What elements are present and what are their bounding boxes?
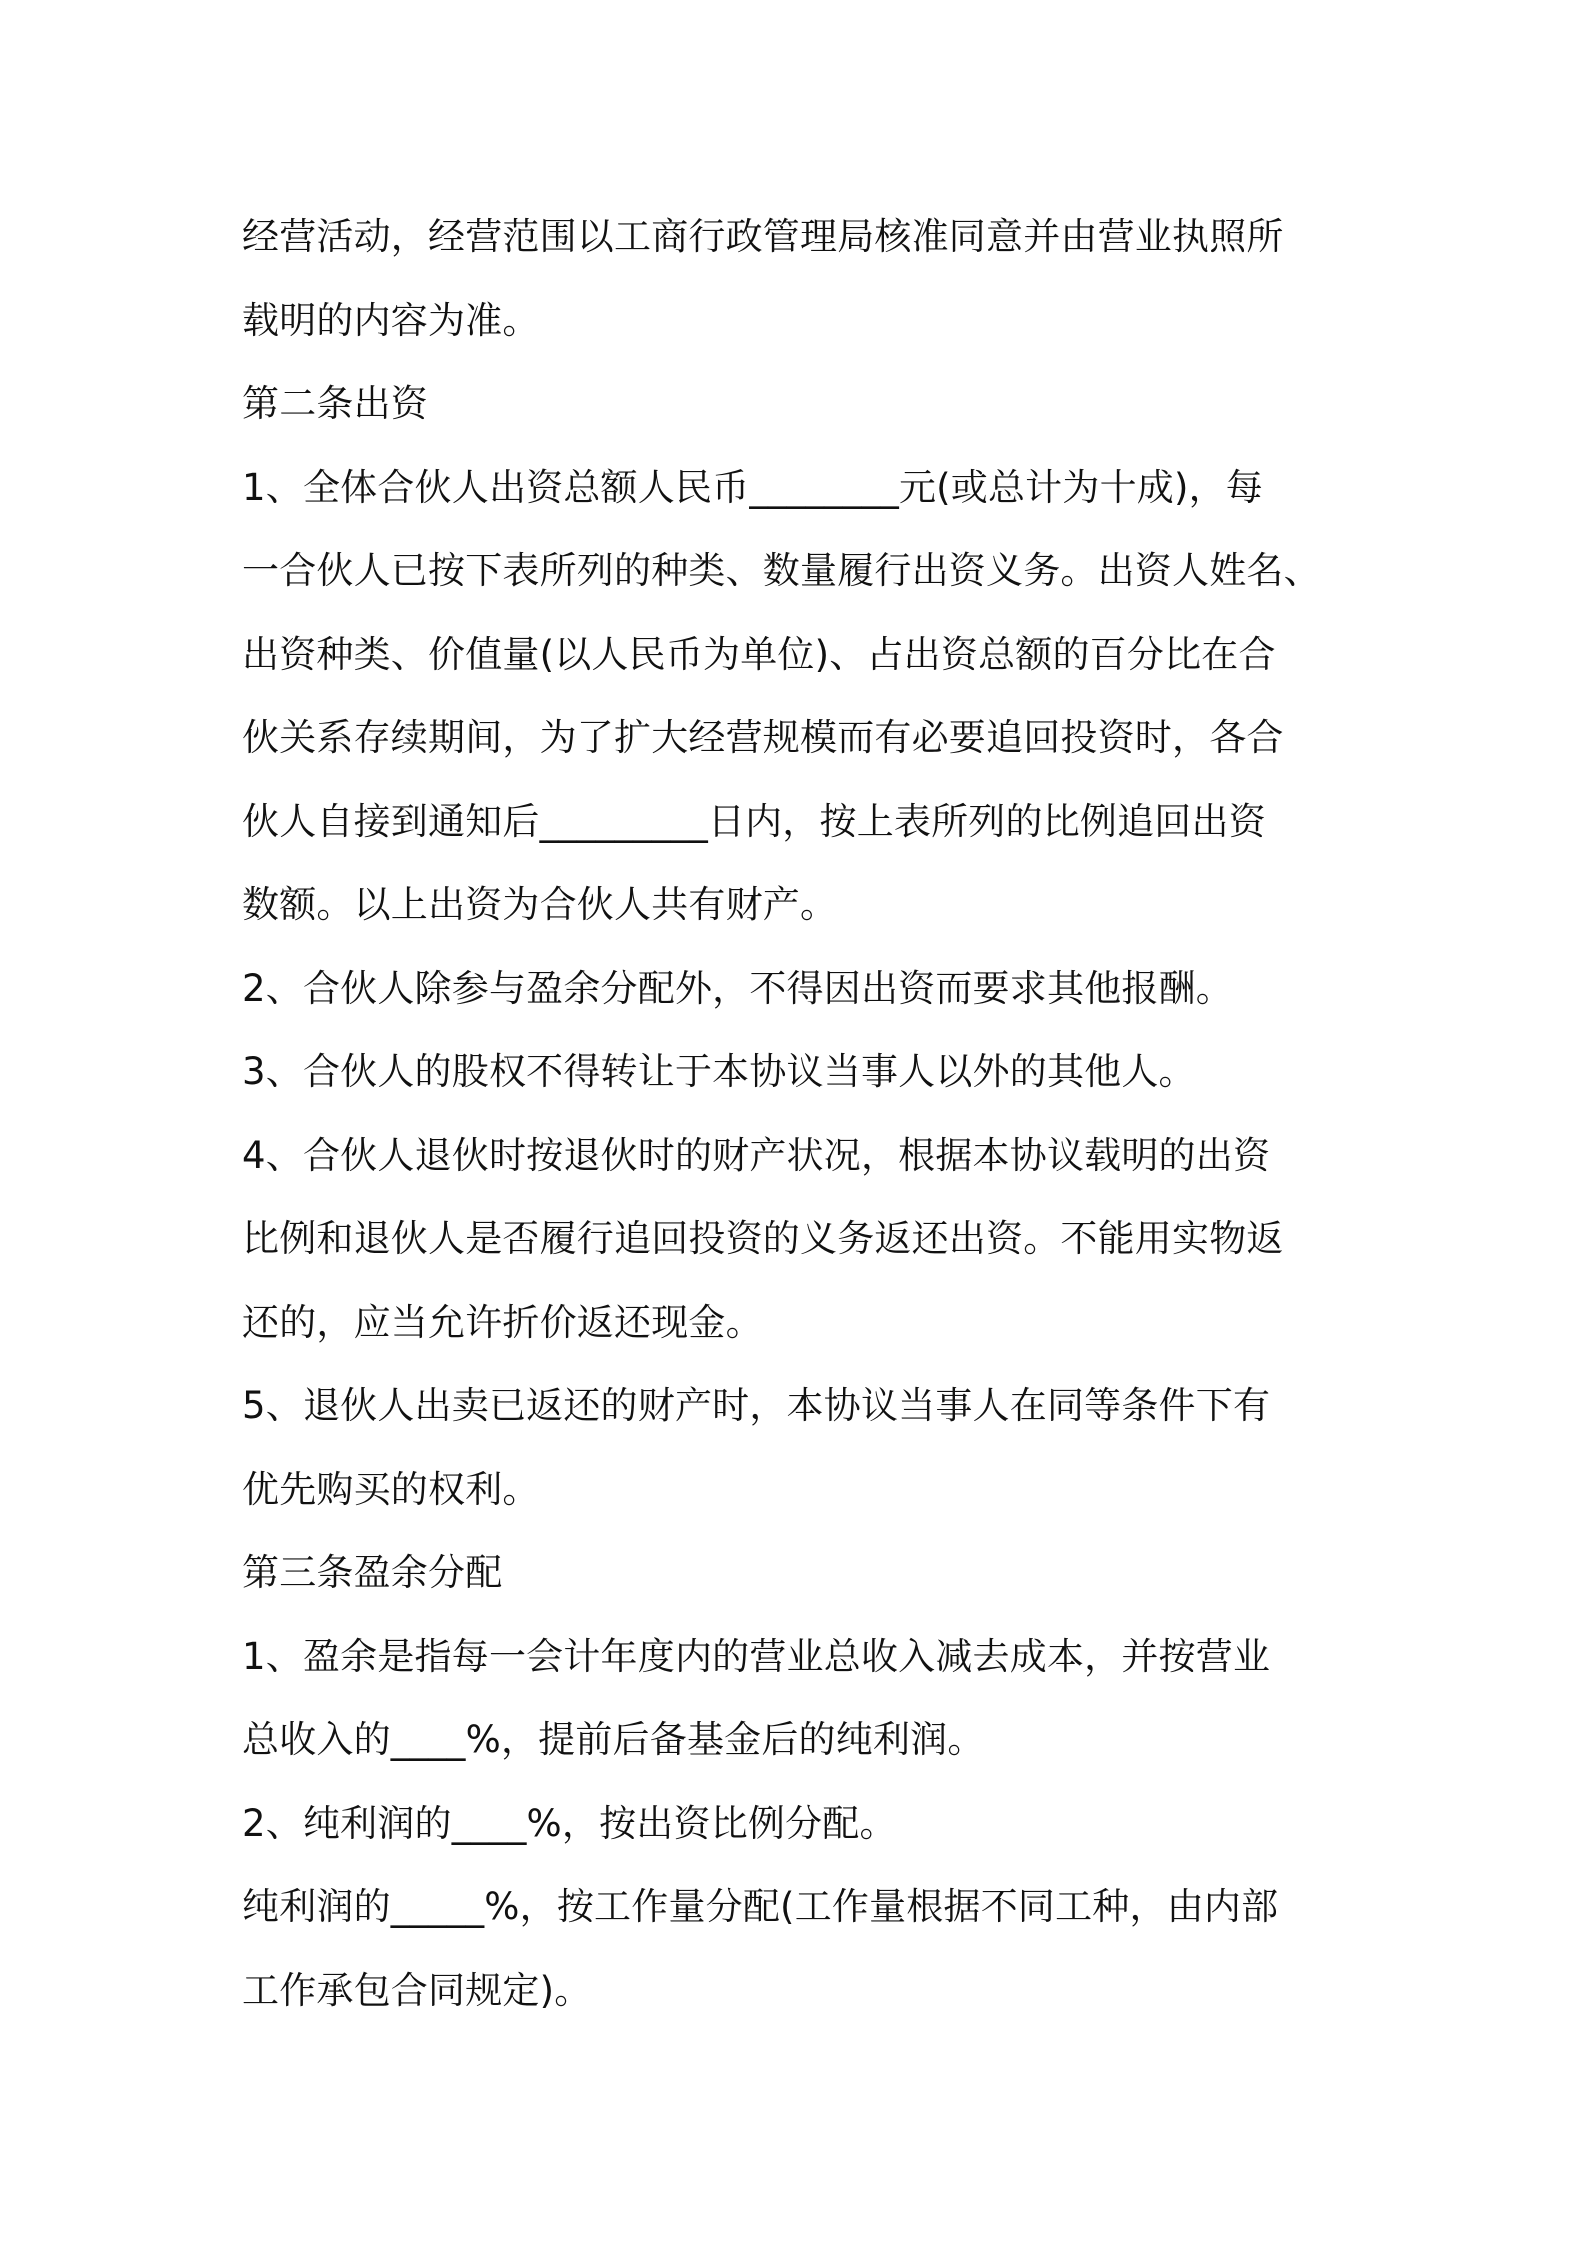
text-line-21: 纯利润的_____%，按工作量分配(工作量根据不同工种，由内部 xyxy=(242,1885,1279,1928)
text-line-14: 还的，应当允许折价返还现金。 xyxy=(242,1300,763,1344)
text-line-13: 比例和退伙人是否履行追回投资的义务返还出资。不能用实物返 xyxy=(242,1217,1284,1260)
text-line-10: 2、合伙人除参与盈余分配外，不得因出资而要求其他报酬。 xyxy=(242,966,1233,1010)
document-body xyxy=(242,195,1357,2032)
text-line-2: 载明的内容为准。 xyxy=(242,298,540,342)
text-line-6: 出资种类、价值量(以人民币为单位)、占出资总额的百分比在合 xyxy=(242,632,1276,676)
text-line-16: 优先购买的权利。 xyxy=(242,1467,540,1511)
text-line-15: 5、退伙人出卖已返还的财产时，本协议当事人在同等条件下有 xyxy=(242,1384,1271,1427)
text-line-8: 伙人自接到通知后_________日内，按上表所列的比例追回出资 xyxy=(242,799,1266,843)
text-line-22: 工作承包合同规定)。 xyxy=(242,1968,592,2012)
text-line-19: 总收入的____%，提前后备基金后的纯利润。 xyxy=(242,1718,985,1761)
text-line-18: 1、盈余是指每一会计年度内的营业总收入减去成本，并按营业 xyxy=(242,1634,1271,1678)
text-line-4: 1、全体合伙人出资总额人民币________元(或总计为十成)，每 xyxy=(242,465,1264,509)
text-line-12: 4、合伙人退伙时按退伙时的财产状况，根据本协议载明的出资 xyxy=(242,1133,1271,1177)
article-heading-2: 第二条出资 xyxy=(242,382,428,425)
text-line-5: 一合伙人已按下表所列的种类、数量履行出资义务。出资人姓名、 xyxy=(242,549,1321,592)
article-heading-3: 第三条盈余分配 xyxy=(242,1551,503,1594)
text-line-9: 数额。以上出资为合伙人共有财产。 xyxy=(242,883,838,926)
text-line-7: 伙关系存续期间，为了扩大经营规模而有必要追回投资时，各合 xyxy=(242,716,1284,759)
text-line-11: 3、合伙人的股权不得转让于本协议当事人以外的其他人。 xyxy=(242,1050,1196,1093)
text-line-20: 2、纯利润的____%，按出资比例分配。 xyxy=(242,1801,897,1845)
text-line-1: 经营活动，经营范围以工商行政管理局核准同意并由营业执照所 xyxy=(242,215,1284,258)
